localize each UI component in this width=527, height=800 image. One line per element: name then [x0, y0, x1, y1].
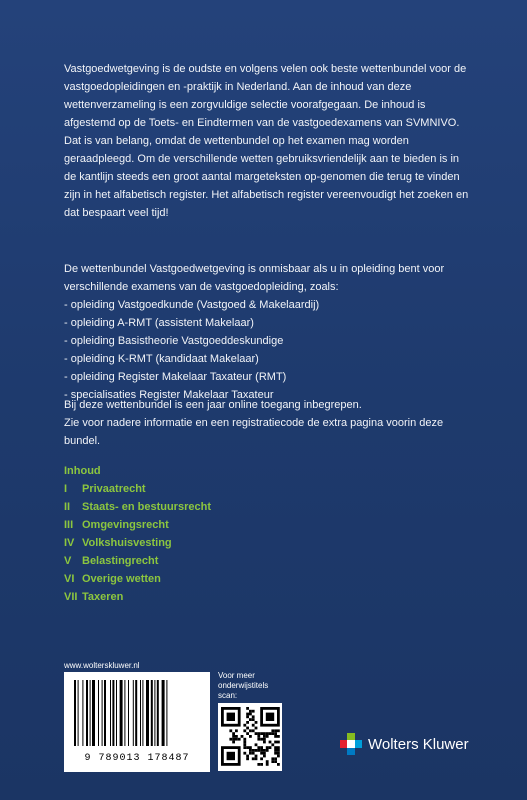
toc-item-title: Taxeren [82, 591, 124, 603]
course-item: - opleiding Register Makelaar Taxateur (RMT) [64, 371, 287, 383]
qr-label: Voor meer onderwijstitels scan: [218, 671, 269, 700]
registration-note: Zie voor nadere informatie en een registratiecode de extra pagina voorin deze bundel. [64, 417, 444, 447]
toc-item [64, 570, 211, 588]
course-item: - opleiding Vastgoedkunde (Vastgoed & Makelaardij) [64, 299, 320, 311]
toc-item-number: III [64, 519, 74, 531]
isbn-digits: 9 789013 178487 [84, 753, 190, 764]
description-paragraph-1: Vastgoedwetgeving is de oudste en volgens velen ook beste wettenbundel voor de vastgoedopleidingen en -praktijk in Nederland. Aan de inhoud van deze wettenverzameling is een zorgvuldige selectie voorafgegaan. De inhoud is afgestemd op de Toets- en Eindtermen van de vastgoedexamens van SVMNIVO. Dat is van belang, omdat de wettenbundel op het examen mag worden geraadpleegd. Om de verschillende wetten gebruiksvriendelijk aan te bieden is in de kantlijn steeds een groot aantal margeteksten op-genomen die terug te vinden zijn in het alfabetisch register. Het alfabetisch register vereenvoudigt het zoeken en dat bespaart veel tijd! [64, 63, 469, 219]
table-of-contents [64, 462, 211, 606]
toc-item-title: Belastingrecht [82, 555, 159, 567]
isbn-barcode [64, 672, 210, 772]
online-access-note: Bij deze wettenbundel is een jaar online toegang inbegrepen. [64, 399, 362, 411]
publisher-logo [340, 733, 469, 755]
toc-item-number: V [64, 555, 72, 567]
toc-item-title: Overige wetten [82, 573, 161, 585]
qr-code-pattern [218, 703, 282, 771]
toc-item-number: I [64, 483, 68, 495]
course-item: - specialisaties Register Makelaar Taxateur [64, 389, 274, 401]
toc-item [64, 552, 211, 570]
toc-item [64, 534, 211, 552]
toc-item-number: II [64, 501, 71, 513]
toc-item-title: Staats- en bestuursrecht [82, 501, 211, 513]
course-item: - opleiding A-RMT (assistent Makelaar) [64, 317, 254, 329]
toc-item [64, 480, 211, 498]
toc-item-number: VI [64, 573, 75, 585]
courses-intro: De wettenbundel Vastgoedwetgeving is onmisbaar als u in opleiding bent voor verschillende examens van de vastgoedopleiding, zoals: [64, 263, 445, 293]
toc-item [64, 498, 211, 516]
toc-item [64, 516, 211, 534]
toc-item [64, 588, 211, 606]
toc-item-number: IV [64, 537, 75, 549]
publisher-name: Wolters Kluwer [368, 735, 469, 753]
qr-code[interactable] [218, 703, 282, 771]
course-item: - opleiding Basistheorie Vastgoeddeskundige [64, 335, 284, 347]
wolters-kluwer-logo-icon [340, 733, 362, 755]
toc-item-number: VII [64, 591, 78, 603]
course-item: - opleiding K-RMT (kandidaat Makelaar) [64, 353, 259, 365]
toc-heading: Inhoud [64, 465, 101, 477]
toc-item-title: Volkshuisvesting [82, 537, 172, 549]
toc-item-title: Omgevingsrecht [82, 519, 169, 531]
publisher-url[interactable]: www.wolterskluwer.nl [64, 661, 140, 670]
toc-item-title: Privaatrecht [82, 483, 146, 495]
barcode-bars [72, 680, 202, 746]
description-paragraph-2 [64, 260, 474, 404]
description-paragraph-3 [64, 396, 474, 450]
